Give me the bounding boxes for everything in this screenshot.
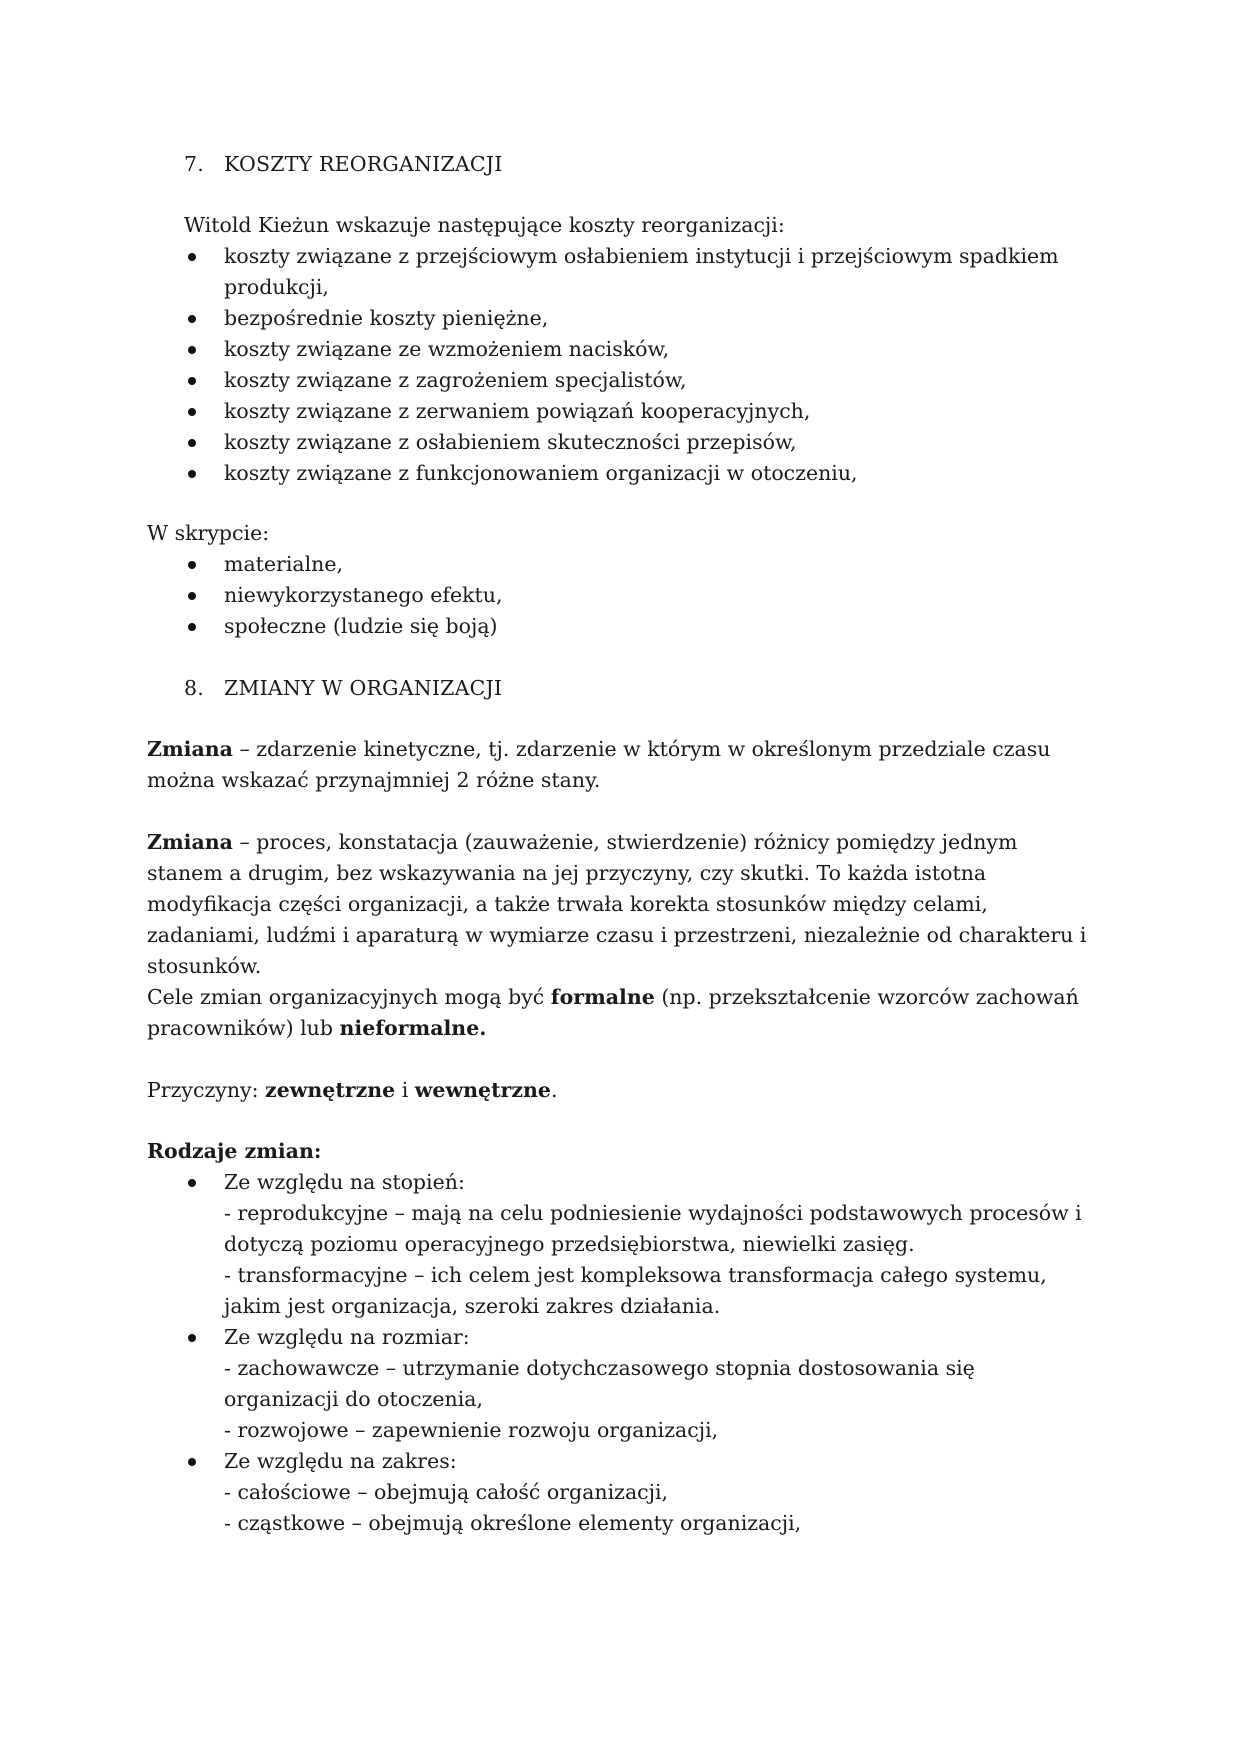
bullet-icon — [188, 1179, 196, 1187]
rodzaje-label: Rodzaje zmian: — [147, 1139, 322, 1163]
section-7-number: 7. — [184, 152, 204, 176]
bullet-icon — [188, 623, 196, 631]
bullet-icon — [188, 470, 196, 478]
bullet-icon — [188, 1334, 196, 1342]
definition-1 — [147, 734, 1087, 796]
bullet-icon — [188, 592, 196, 600]
list-item: niewykorzystanego efektu, — [184, 580, 1084, 611]
list-item: Ze względu na rozmiar: - zachowawcze – utrzymanie dotychczasowego stopnia dostosowania się organizacji do otoczenia, - rozwojowe – zapewnienie rozwoju organizacji, — [184, 1322, 1084, 1446]
section-8-number: 8. — [184, 676, 204, 700]
skrypt-list — [184, 549, 1084, 642]
skrypt-label: W skrypcie: — [147, 521, 270, 545]
bullet-icon — [188, 408, 196, 416]
list-item: koszty związane z zerwaniem powiązań kooperacyjnych, — [184, 396, 1084, 427]
bullet-icon — [188, 439, 196, 447]
list-item: społeczne (ludzie się boją) — [184, 611, 1084, 642]
cost-list — [184, 241, 1084, 489]
list-item: koszty związane ze wzmożeniem nacisków, — [184, 334, 1084, 365]
section-8-heading — [184, 673, 502, 704]
cele-paragraph: Cele zmian organizacyjnych mogą być formalne (np. przekształcenie wzorców zachowań pracowników) lub nieformalne. — [147, 985, 1079, 1040]
definition-text: – proces, konstatacja (zauważenie, stwierdzenie) różnicy pomiędzy jednym stanem a drugim, bez wskazywania na jej przyczyny, czy skutki. To każda istotna modyfikacja części organizacji, a także trwała korekta stosunków między celami, zadaniami, ludźmi i aparaturą w wymiarze czasu i przestrzeni, niezależnie od charakteru i stosunków. — [147, 830, 1087, 978]
definition-text: – zdarzenie kinetyczne, tj. zdarzenie w którym w określonym przedziale czasu można wskazać przynajmniej 2 różne stany. — [147, 737, 1051, 792]
bullet-icon — [188, 315, 196, 323]
list-item: materialne, — [184, 549, 1084, 580]
list-item: Ze względu na stopień: - reprodukcyjne – mają na celu podniesienie wydajności podstawowych procesów i dotyczą poziomu operacyjnego przedsiębiorstwa, niewielki zasięg. - transformacyjne – ich celem jest kompleksowa transformacja całego systemu, jakim jest organizacja, szeroki zakres działania. — [184, 1167, 1084, 1322]
bullet-icon — [188, 253, 196, 261]
list-item: koszty związane z przejściowym osłabieniem instytucji i przejściowym spadkiem produkcji, — [184, 241, 1084, 303]
section-7-heading — [184, 149, 503, 180]
list-item: bezpośrednie koszty pieniężne, — [184, 303, 1084, 334]
bullet-icon — [188, 561, 196, 569]
section-8-title: ZMIANY W ORGANIZACJI — [224, 676, 503, 700]
list-item: koszty związane z osłabieniem skuteczności przepisów, — [184, 427, 1084, 458]
definition-2 — [147, 827, 1087, 982]
bullet-icon — [188, 1458, 196, 1466]
definition-term: Zmiana — [147, 830, 233, 854]
bullet-icon — [188, 377, 196, 385]
list-item: koszty związane z funkcjonowaniem organizacji w otoczeniu, — [184, 458, 1084, 489]
rodzaje-list — [184, 1167, 1084, 1539]
definition-term: Zmiana — [147, 737, 233, 761]
list-item: koszty związane z zagrożeniem specjalistów, — [184, 365, 1084, 396]
section-7-title: KOSZTY REORGANIZACJI — [224, 152, 503, 176]
przyczyny-paragraph: Przyczyny: zewnętrzne i wewnętrzne. — [147, 1078, 558, 1102]
list-item: Ze względu na zakres: - całościowe – obejmują całość organizacji, - cząstkowe – obejmują określone elementy organizacji, — [184, 1446, 1084, 1539]
section-7-intro: Witold Kieżun wskazuje następujące koszty reorganizacji: — [184, 213, 785, 237]
bullet-icon — [188, 346, 196, 354]
